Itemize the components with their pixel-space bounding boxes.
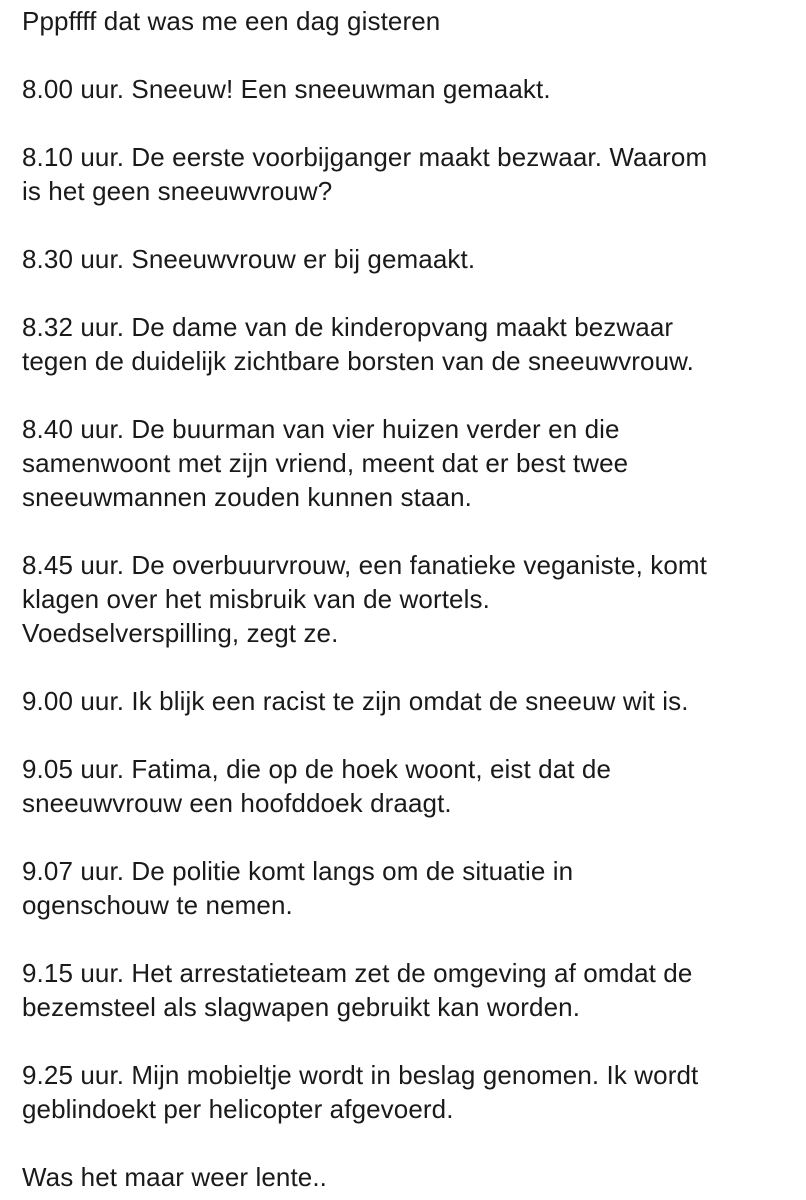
text-line: ogenschouw te nemen. xyxy=(22,890,293,920)
text-line: 9.07 uur. De politie komt langs om de situatie in xyxy=(22,856,574,886)
text-line: bezemsteel als slagwapen gebruikt kan worden. xyxy=(22,992,581,1022)
paragraph-0830 xyxy=(22,242,792,276)
paragraph-0900 xyxy=(22,684,792,718)
text-line: 9.00 uur. Ik blijk een racist te zijn omdat de sneeuw wit is. xyxy=(22,686,689,716)
text-line: 9.15 uur. Het arrestatieteam zet de omgeving af omdat de xyxy=(22,958,693,988)
note-text xyxy=(22,4,792,1194)
text-line: 8.10 uur. De eerste voorbijganger maakt bezwaar. Waarom xyxy=(22,142,708,172)
text-line: 8.45 uur. De overbuurvrouw, een fanatieke veganiste, komt xyxy=(22,550,708,580)
paragraph-0925 xyxy=(22,1058,792,1126)
paragraph-closing xyxy=(22,1160,792,1194)
text-line: geblindoekt per helicopter afgevoerd. xyxy=(22,1094,454,1124)
paragraph-intro xyxy=(22,4,792,38)
text-line: klagen over het misbruik van de wortels. xyxy=(22,584,490,614)
text-line: Was het maar weer lente.. xyxy=(22,1162,327,1192)
text-line: Voedselverspilling, zegt ze. xyxy=(22,618,339,648)
text-line: sneeuwvrouw een hoofddoek draagt. xyxy=(22,788,452,818)
paragraph-0800 xyxy=(22,72,792,106)
text-line: 8.30 uur. Sneeuwvrouw er bij gemaakt. xyxy=(22,244,476,274)
paragraph-0845 xyxy=(22,548,792,650)
text-line: samenwoont met zijn vriend, meent dat er best twee xyxy=(22,448,629,478)
text-line: is het geen sneeuwvrouw? xyxy=(22,176,333,206)
text-line: 9.05 uur. Fatima, die op de hoek woont, eist dat de xyxy=(22,754,612,784)
paragraph-0840 xyxy=(22,412,792,514)
paragraph-0810 xyxy=(22,140,792,208)
text-line: sneeuwmannen zouden kunnen staan. xyxy=(22,482,472,512)
text-line: 9.25 uur. Mijn mobieltje wordt in beslag genomen. Ik wordt xyxy=(22,1060,699,1090)
text-line: 8.40 uur. De buurman van vier huizen verder en die xyxy=(22,414,620,444)
text-line: 8.00 uur. Sneeuw! Een sneeuwman gemaakt. xyxy=(22,74,551,104)
paragraph-0905 xyxy=(22,752,792,820)
paragraph-0832 xyxy=(22,310,792,378)
paragraph-0907 xyxy=(22,854,792,922)
paragraph-0915 xyxy=(22,956,792,1024)
text-line: tegen de duidelijk zichtbare borsten van de sneeuwvrouw. xyxy=(22,346,694,376)
text-line: Pppffff dat was me een dag gisteren xyxy=(22,6,441,36)
text-line: 8.32 uur. De dame van de kinderopvang maakt bezwaar xyxy=(22,312,674,342)
